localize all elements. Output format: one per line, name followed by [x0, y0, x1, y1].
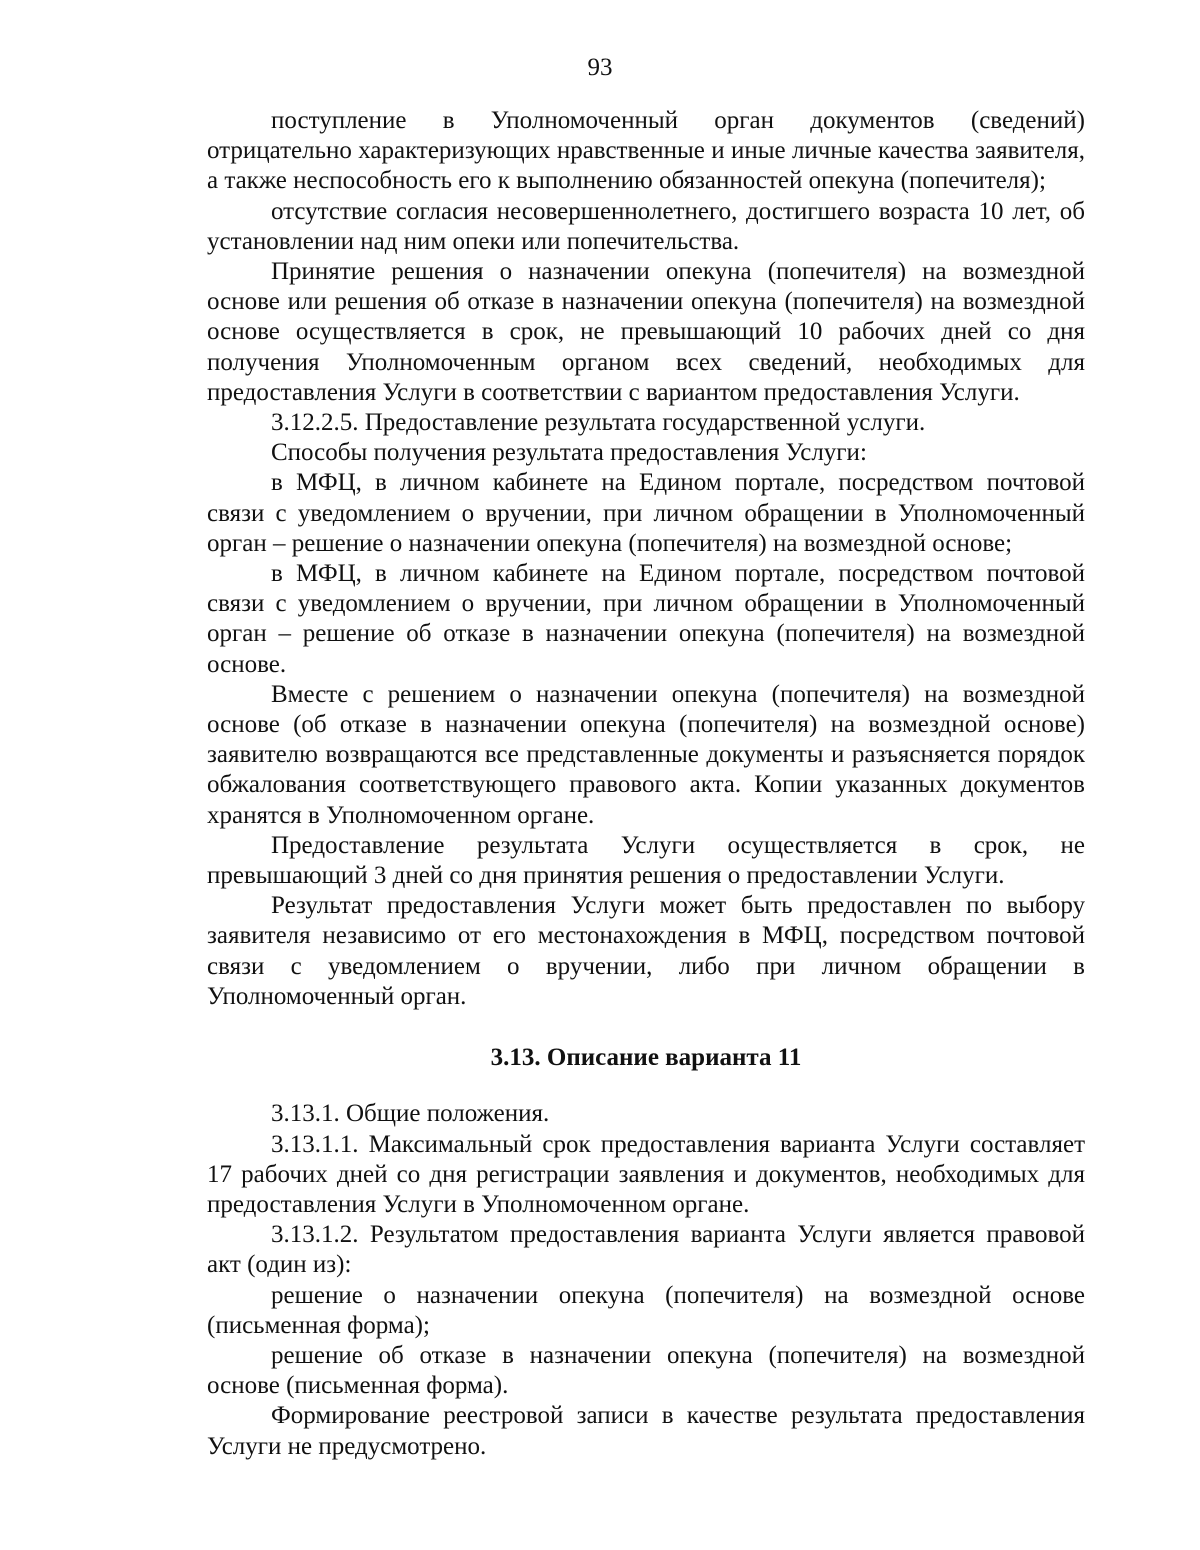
paragraph: 3.13.1.1. Максимальный срок предоставления варианта Услуги составляет 17 рабочих дней со дня регистрации заявления и документов, необходимых для предоставления Услуги в Уполномоченном органе. — [207, 1130, 1085, 1218]
document-body — [207, 106, 1085, 1462]
paragraph: отсутствие согласия несовершеннолетнего, достигшего возраста 10 лет, об установлении над ним опеки или попечительства. — [207, 197, 1085, 255]
paragraph: Формирование реестровой записи в качестве результата предоставления Услуги не предусмотрено. — [207, 1402, 1085, 1460]
paragraph: Способы получения результата предоставления Услуги: — [271, 439, 867, 467]
paragraph: Предоставление результата Услуги осуществляется в срок, не превышающий 3 дней со дня принятия решения о предоставлении Услуги. — [207, 831, 1085, 890]
paragraph: 3.13.1. Общие положения. — [271, 1100, 550, 1128]
paragraph: Принятие решения о назначении опекуна (попечителя) на возмездной основе или решения об отказе в назначении опекуна (попечителя) на возмездной основе осуществляется в срок, не превышающий 10 рабочих дней со дня получения Уполномоченным органом всех сведений, необходимых для предоставления Услуги в соответствии с вариантом предоставления Услуги. — [207, 258, 1085, 406]
paragraph: в МФЦ, в личном кабинете на Едином портале, посредством почтовой связи с уведомлением о вручении, при личном обращении в Уполномоченный орган – решение об отказе в назначении опекуна (попечителя) на возмездной основе. — [207, 560, 1085, 678]
paragraph: 3.12.2.5. Предоставление результата государственной услуги. — [271, 409, 926, 437]
paragraph: решение о назначении опекуна (попечителя) на возмездной основе (письменная форма); — [207, 1281, 1085, 1339]
section-heading: 3.13. Описание варианта 11 — [490, 1044, 802, 1072]
paragraph: 3.13.1.2. Результатом предоставления варианта Услуги является правовой акт (один из): — [207, 1221, 1085, 1279]
paragraph: Вместе с решением о назначении опекуна (попечителя) на возмездной основе (об отказе в назначении опекуна (попечителя) на возмездной основе) заявителю возвращаются все представленные документы и разъясняется порядок обжалования соответствующего правового акта. Копии указанных документов хранятся в Уполномоченном органе. — [207, 680, 1085, 829]
paragraph: в МФЦ, в личном кабинете на Едином портале, посредством почтовой связи с уведомлением о вручении, при личном обращении в Уполномоченный орган – решение о назначении опекуна (попечителя) на возмездной основе; — [207, 469, 1085, 557]
paragraph: решение об отказе в назначении опекуна (попечителя) на возмездной основе (письменная форма). — [207, 1341, 1085, 1400]
page-number: 93 — [587, 54, 613, 81]
paragraph: поступление в Уполномоченный орган документов (сведений) отрицательно характеризующих нравственные и иные личные качества заявителя, а также неспособность его к выполнению обязанностей опекуна (попечителя); — [207, 107, 1085, 195]
paragraph: Результат предоставления Услуги может быть предоставлен по выбору заявителя независимо от его местонахождения в МФЦ, посредством почтовой связи с уведомлением о вручении, либо при личном обращении в Уполномоченный орган. — [207, 892, 1085, 1010]
